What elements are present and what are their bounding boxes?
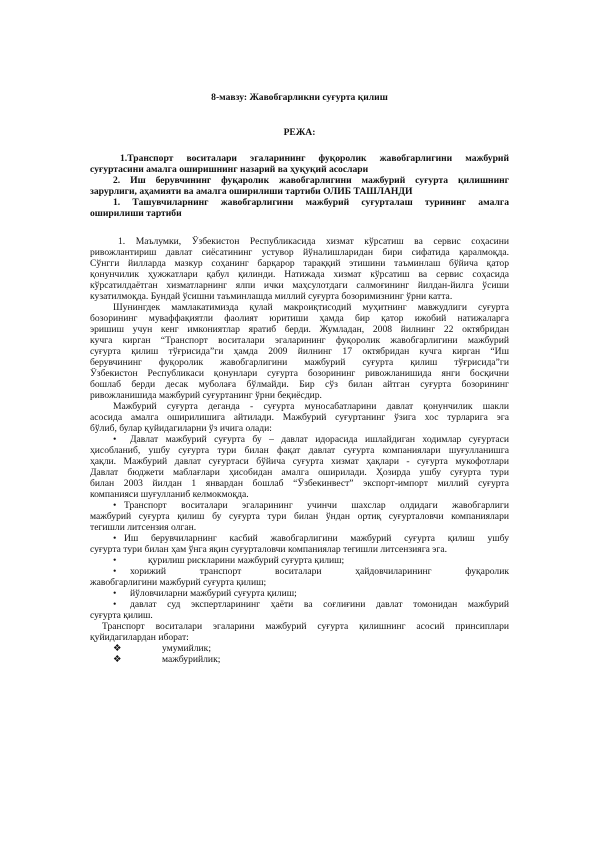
body-line: Шунингдек мамлакатимизда қулай макроиқтисодий муҳитнинг мавжудлиги суғурта — [113, 302, 509, 313]
body-line: Ўзбекистон Республикаси қонунлари суғурта бозорининг ривожланишида янги босқични — [90, 368, 509, 379]
body-line: хорижий транспорт воситалари ҳайдовчиларининг фуқаролик — [130, 566, 509, 577]
body-line: ҳисобланиб, ушбу суғурта тури билан фақат давлат суғурта компаниялари шуғулланишга — [90, 445, 509, 456]
plan-line: оширилиши тартиби — [90, 208, 182, 219]
bullet-icon: • — [113, 555, 117, 566]
body-line: ривожланишида мажбурий суғуртанинг ўрни беқиёсдир. — [90, 390, 322, 401]
body-line: йўловчиларни мажбурий суғурта қилиш; — [130, 588, 297, 599]
page-title: 8-мавзу: Жавобгарликни суғурта қилиш — [211, 92, 388, 103]
body-line: қонунчилик ҳужжатлари қабул қилинди. Натижада хизмат кўрсатиш ва сервис соҳасида — [90, 269, 509, 280]
body-line: Мажбурий суғурта деганда - суғурта муносабатларини давлат қонунчилик шакли — [113, 401, 509, 412]
body-line: Транспорт воситалари эгаларини мажбурий суғурта қилишнинг асосий принсиплари — [102, 621, 509, 632]
body-line: мажбурий суғурта қилиш бу суғурта тури билан ўндан ортиқ суғурталовчи компаниялари — [90, 511, 509, 522]
body-line: давлат суд экспертларининг ҳаёти ва соғлиғини давлат томонидан мажбурий — [130, 599, 509, 610]
body-line: қурилиш рискларини мажбурий суғурта қилиш; — [148, 555, 345, 566]
body-line: бозорининг муваффақиятли фаолият юритиши ҳамда бир қатор ижобий натижаларга — [90, 313, 509, 324]
body-line: Транспорт воситалари эгаларининг учинчи шахслар олдидаги жавобгарлиги — [124, 500, 509, 511]
bullet-icon: • — [113, 566, 117, 577]
body-line: бўлиб, булар қуйидагиларни ўз ичига олади: — [90, 423, 272, 434]
body-line: ривожлантириш давлат сиёсатининг устувор йўналишларидан бири сифатида қаралмоқда. — [90, 247, 509, 258]
plan-line: 1. Ташувчиларнинг жавобгарлигини мажбурий суғурталаш турининг амалга — [113, 197, 509, 208]
body-line: Давлат мажбурий суғурта бу – давлат идорасида ишлайдиган ходимлар суғуртаси — [130, 434, 509, 445]
principle-item: мажбурийлик; — [162, 654, 221, 665]
body-line: жавобгарлигини мажбурий суғурта қилиш; — [90, 577, 267, 588]
plan-line: 1.Транспорт воситалари эгаларининг фуқоролик жавобгарлигини мажбурий — [120, 153, 509, 164]
bullet-icon: • — [113, 599, 117, 610]
diamond-bullet-icon: ❖ — [113, 654, 122, 665]
body-line: Иш берувчиларнинг касбий жавобгарлигини мажбурий суғурта қилиш ушбу — [124, 533, 509, 544]
bullet-icon: • — [113, 533, 117, 544]
body-line: билан 2003 йилдан 1 январдан бошлаб “Ўзбекинвест” экспорт-импорт миллий суғурта — [90, 478, 509, 489]
body-line: тегишли литсензия олган. — [90, 522, 197, 533]
body-line: Давлат бюджети маблағлари ҳисобидан амалга оширилади. Ҳозирда ушбу суғурта тури — [90, 467, 509, 478]
bullet-icon: • — [113, 434, 117, 445]
plan-heading: РЕЖА: — [283, 127, 316, 138]
bullet-icon: • — [113, 500, 117, 511]
body-line: кучга кирган “Транспорт воситалари эгаларининг фуқоролик жавобгарлигини мажбурий — [90, 335, 509, 346]
body-line: асосида амалга оширилишига айтилади. Мажбурий суғуртанинг ўзига хос турларига эга — [90, 412, 509, 423]
body-line: кўрсатилдаётган хизматларнинг ялпи ички маҳсулотдаги салмоғининг йилдан-йилга ўсиши — [90, 280, 509, 291]
diamond-bullet-icon: ❖ — [113, 643, 122, 654]
body-line: эришиш учун кенг имкониятлар яратиб берди. Жумладан, 2008 йилнинг 22 октябридан — [90, 324, 509, 335]
plan-line: 2. Иш берувчининг фуқаролик жавобгарлигини мажбурий суғурта қилишнинг — [113, 175, 509, 186]
body-line: берувчининг фуқоролик жавобгарлигини мажбурий суғурта қилиш тўғрисида”ги — [90, 357, 509, 368]
body-line: суғурта қилиш. — [90, 610, 153, 621]
body-line: қуйидагилардан иборат: — [90, 632, 189, 643]
body-line: 1. Маълумки, Ўзбекистон Республикасида хизмат кўрсатиш ва сервис соҳасини — [118, 236, 509, 247]
principle-item: умумийлик; — [162, 643, 211, 654]
body-line: ҳақли. Мажбурий давлат суғуртаси бўйича суғурта хизмат ҳақлари - суғурта мукофотлари — [90, 456, 509, 467]
body-line: кузатилмоқда. Бундай ўсишни таъминлашда миллий суғурта бозоримизнинг ўрни катта. — [90, 291, 453, 302]
bullet-icon: • — [113, 588, 117, 599]
plan-line: суғуртасини амалга оширишнинг назарий ва ҳуқуқий асослари — [90, 164, 369, 175]
plan-line: зарурлиги, аҳамияти ва амалга оширилиши тартиби ОЛИБ ТАШЛАНДИ — [90, 186, 413, 197]
body-line: бошлаб берди десак муболаға бўлмайди. Бир сўз билан айтган суғурта бозорининг — [90, 379, 509, 390]
body-line: суғурта тури билан ҳам ўнга яқин суғурталовчи компаниялар тегишли литсензияга эга. — [90, 544, 447, 555]
body-line: Сўнгги йилларда мазкур соҳанинг барқарор тараққий этишини таъминлаш бўйича қатор — [90, 258, 509, 269]
body-line: суғурта қилиш тўғрисида”ги ҳамда 2009 йилнинг 17 октябридан кучга кирган “Иш — [90, 346, 509, 357]
body-line: компанияси шуғулланиб келмокмоқда. — [90, 489, 249, 500]
